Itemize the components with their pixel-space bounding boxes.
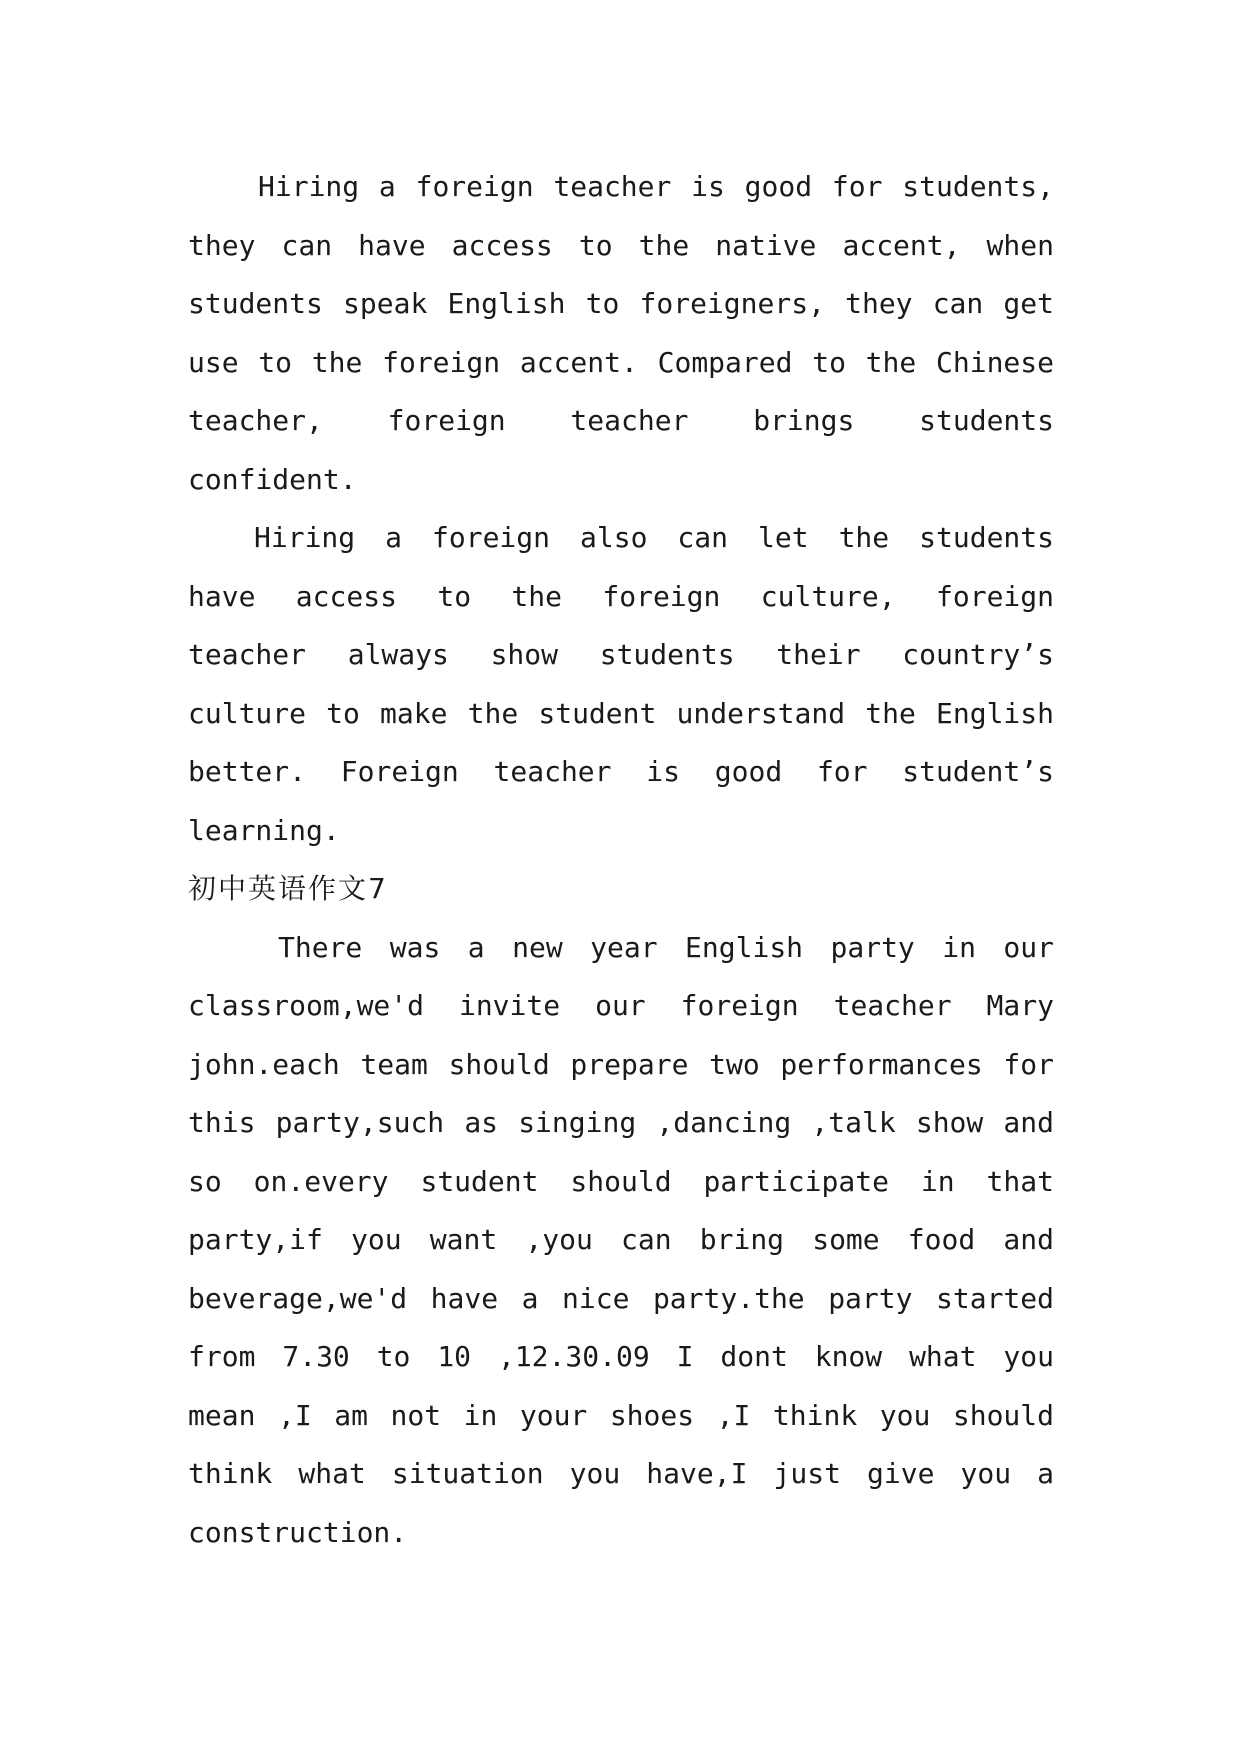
document-body bbox=[188, 158, 1054, 1562]
paragraph-foreign-teacher-accent: Hiring a foreign teacher is good for students, they can have access to the native accent, when students speak English to foreigners, they can get use to the foreign accent. Compared to the Chinese teacher, foreign teacher brings students confident. bbox=[188, 170, 1054, 496]
paragraph-foreign-culture: Hiring a foreign also can let the students have access to the foreign culture, foreign teacher always show students their country’s culture to make the student understand the English better. Foreign teacher is good for student’s learning. bbox=[188, 521, 1054, 847]
paragraph-english-party: There was a new year English party in our classroom,we'd invite our foreign teacher Mary john.each team should prepare two performances for this party,such as singing ,dancing ,talk show and so on.every student should participate in that party,if you want ,you can bring some food and beverage,we'd have a nice party.the party started from 7.30 to 10 ,12.30.09 I dont know what you mean ,I am not in your shoes ,I think you should think what situation you have,I just give you a construction. bbox=[188, 930, 1054, 1549]
section-heading: 初中英语作文7 bbox=[188, 872, 388, 905]
